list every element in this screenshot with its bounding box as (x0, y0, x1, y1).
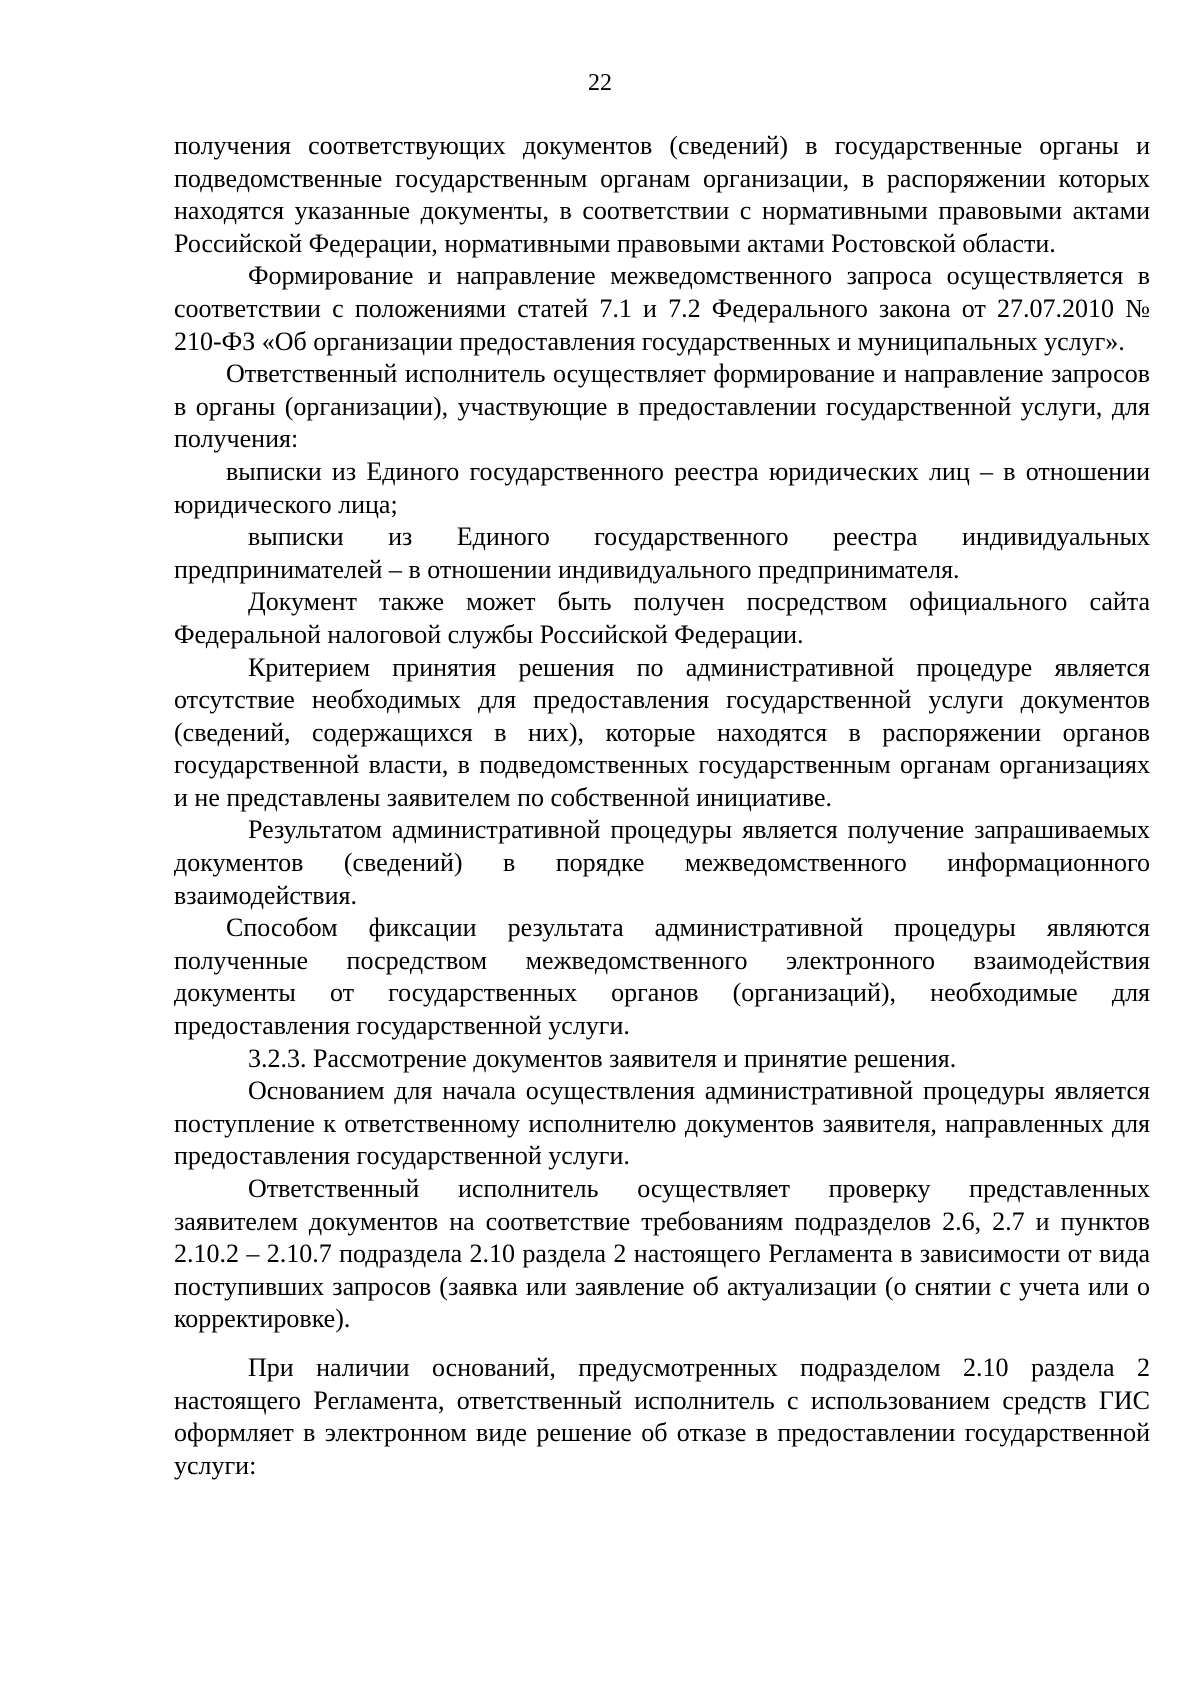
paragraph: Результатом административной процедуры является получение запрашиваемых документов (сведений) в порядке межведомственного информационного взаимодействия. (174, 815, 1150, 910)
paragraph: Критерием принятия решения по административной процедуре является отсутствие необходимых для предоставления государственной услуги документов (сведений, содержащихся в них), которые находятся в распоряжении органов государственной власти, в подведомственных государственным органам организациях и не представлены заявителем по собственной инициативе. (174, 652, 1150, 812)
paragraph: Формирование и направление межведомственного запроса осуществляется в соответствии с положениями статей 7.1 и 7.2 Федерального закона от 27.07.2010 № 210-ФЗ «Об организации предоставления государственных и муниципальных услуг». (174, 261, 1150, 356)
paragraph: Основанием для начала осуществления административной процедуры является поступление к ответственному исполнителю документов заявителя, направленных для предоставления государственной услуги. (174, 1076, 1150, 1171)
paragraph: При наличии оснований, предусмотренных подразделом 2.10 раздела 2 настоящего Регламента, ответственный исполнитель с использованием средств ГИС оформляет в электронном виде решение об отказе в предоставлении государственной услуги: (174, 1352, 1150, 1480)
paragraph: Способом фиксации результата административной процедуры являются полученные посредством межведомственного электронного взаимодействия документы от государственных органов (организаций), необходимые для предоставления государственной услуги. (174, 913, 1150, 1041)
paragraph: выписки из Единого государственного реестра индивидуальных предпринимателей – в отношении индивидуального предпринимателя. (174, 522, 1150, 584)
paragraph: Документ также может быть получен посредством официального сайта Федеральной налоговой службы Российской Федерации. (174, 587, 1150, 649)
paragraph: выписки из Единого государственного реестра юридических лиц – в отношении юридического лица; (174, 456, 1150, 519)
paragraph: Ответственный исполнитель осуществляет проверку представленных заявителем документов на соответствие требованиям подразделов 2.6, 2.7 и пунктов 2.10.2 – 2.10.7 подраздела 2.10 раздела 2 настоящего Регламента в зависимости от вида поступивших запросов (заявка или заявление об актуализации (о снятии с учета или о корректировке). (174, 1174, 1150, 1334)
page-number: 22 (588, 70, 612, 96)
paragraph: получения соответствующих документов (сведений) в государственные органы и подведомственные государственным органам организации, в распоряжении которых находятся указанные документы, в соответствии с нормативными правовыми актами Российской Федерации, нормативными правовыми актами Ростовской области. (174, 131, 1150, 258)
paragraph: Ответственный исполнитель осуществляет формирование и направление запросов в органы (организации), участвующие в предоставлении государственной услуги, для получения: (174, 359, 1150, 454)
section-heading: 3.2.3. Рассмотрение документов заявителя и принятие решения. (248, 1043, 957, 1073)
document-body (174, 130, 1150, 1482)
